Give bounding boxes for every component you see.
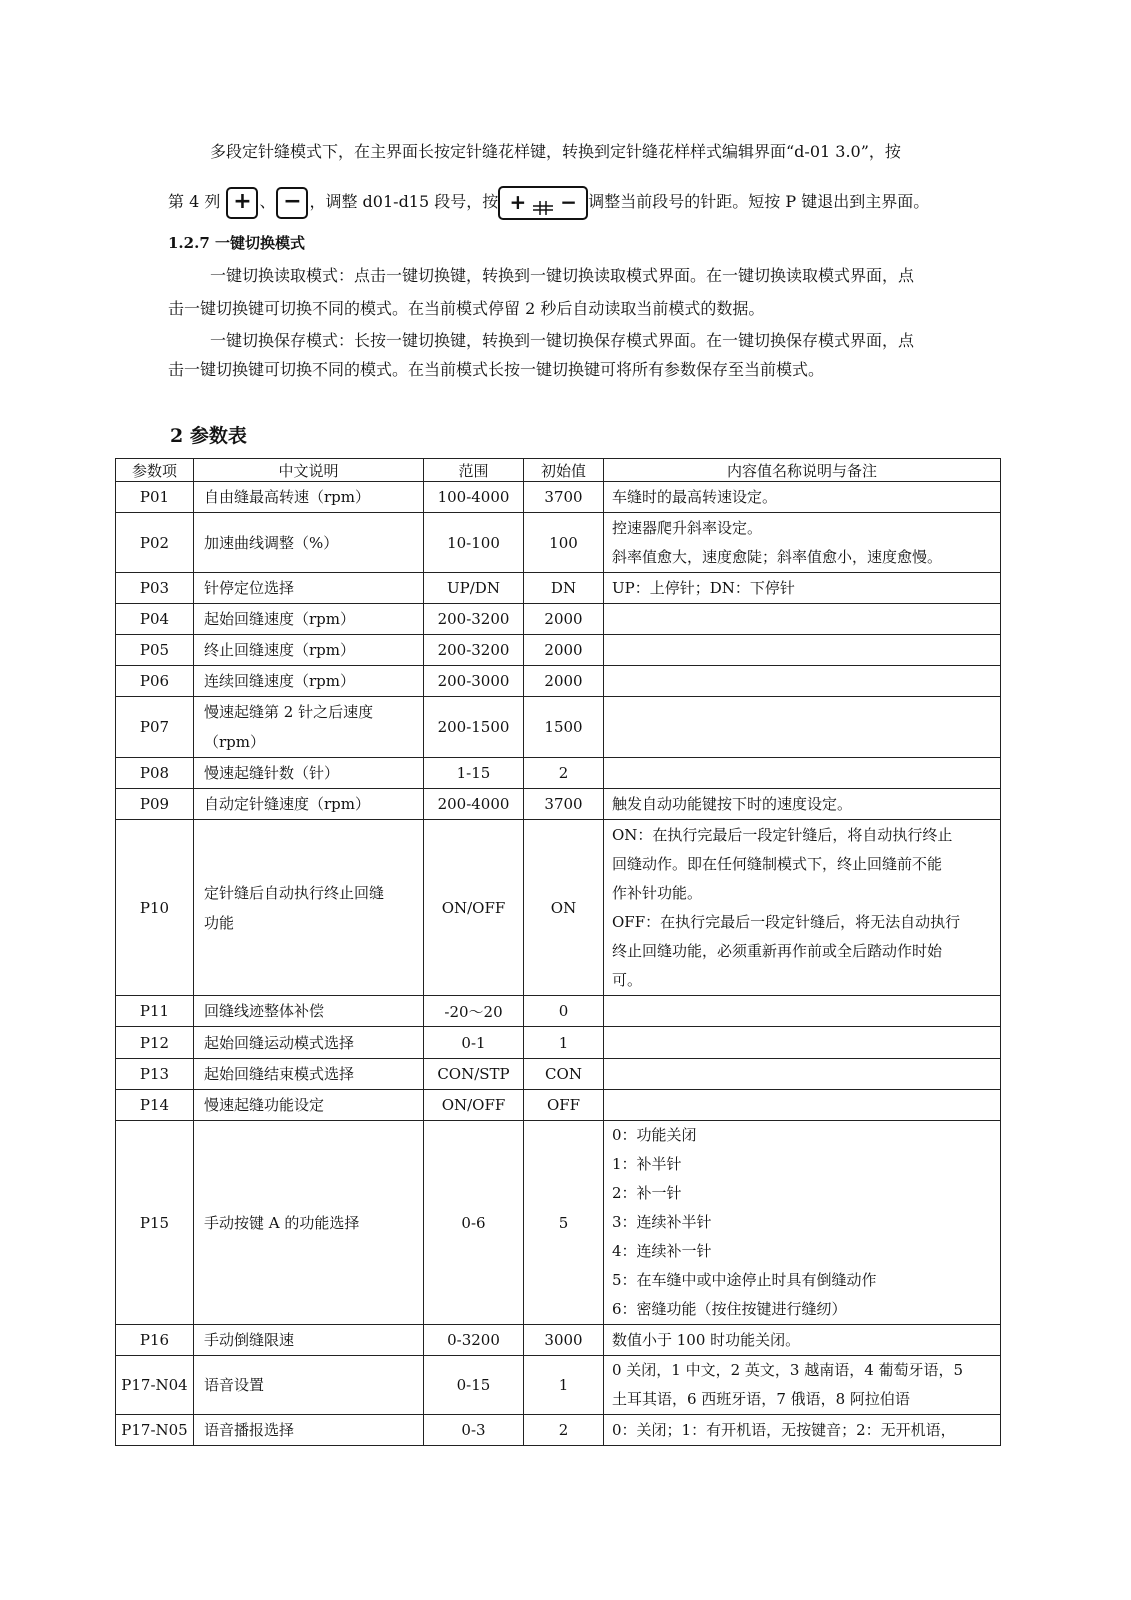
- param-description-cell: [194, 1356, 424, 1415]
- note-line: 车缝时的最高转速设定。: [612, 487, 778, 506]
- param-id-cell: P02: [116, 513, 194, 573]
- note-line: UP：上停针；DN：下停针: [612, 578, 795, 597]
- table-row: [116, 513, 1001, 573]
- read-mode-line-1: 一键切换读取模式：点击一键切换键，转换到一键切换读取模式界面。在一键切换读取模式界面，点: [210, 266, 915, 285]
- note-line: 斜率值愈大，速度愈陡；斜率值愈小，速度愈慢。: [612, 547, 943, 566]
- param-initial-cell: 1500: [524, 697, 604, 758]
- param-initial-cell: DN: [524, 573, 604, 604]
- param-notes-cell: [604, 1027, 1001, 1059]
- param-range-cell: 0-3: [424, 1415, 524, 1446]
- table-row: [116, 820, 1001, 996]
- param-range-cell: ON/OFF: [424, 1090, 524, 1121]
- note-line: 0：功能关闭: [612, 1126, 697, 1144]
- save-mode-line-1: 一键切换保存模式：长按一键切换键，转换到一键切换保存模式界面。在一键切换保存模式界面，点: [210, 331, 915, 350]
- minus-key-icon: −: [276, 187, 308, 219]
- table-row: [116, 1356, 1001, 1415]
- description-line: （rpm）: [204, 733, 265, 751]
- intro-line-2: [168, 184, 929, 220]
- param-range-cell: CON/STP: [424, 1059, 524, 1090]
- param-description-cell: [194, 820, 424, 996]
- description-line: 起始回缝结束模式选择: [204, 1065, 355, 1083]
- param-range-cell: ON/OFF: [424, 820, 524, 996]
- note-line: 5：在车缝中或中途停止时具有倒缝动作: [612, 1271, 877, 1289]
- note-line: 土耳其语，6 西班牙语，7 俄语，8 阿拉伯语: [612, 1390, 910, 1408]
- table-row: [116, 635, 1001, 666]
- param-description-cell: [194, 697, 424, 758]
- table-row: [116, 573, 1001, 604]
- table-row: [116, 789, 1001, 820]
- param-range-cell: 0-3200: [424, 1325, 524, 1356]
- table-row: [116, 1415, 1001, 1446]
- description-line: 功能: [204, 913, 235, 932]
- description-line: 自动定针缝速度（rpm）: [204, 795, 370, 813]
- intro-line-2-start: 第 4 列: [168, 192, 221, 211]
- stitch-adjust-key-icon: [498, 186, 588, 220]
- param-initial-cell: 1: [524, 1027, 604, 1059]
- param-notes-cell: [604, 573, 1001, 604]
- param-initial-cell: OFF: [524, 1090, 604, 1121]
- description-line: 慢速起缝针数（针）: [204, 764, 340, 782]
- table-row: [116, 996, 1001, 1027]
- description-line: 语音设置: [204, 1376, 265, 1394]
- table-row: [116, 1090, 1001, 1121]
- param-range-cell: 10-100: [424, 513, 524, 573]
- param-notes-cell: [604, 996, 1001, 1027]
- param-description-cell: [194, 1090, 424, 1121]
- param-notes-cell: [604, 513, 1001, 573]
- param-initial-cell: CON: [524, 1059, 604, 1090]
- table-row: [116, 666, 1001, 697]
- param-initial-cell: 2: [524, 1415, 604, 1446]
- param-range-cell: 200-4000: [424, 789, 524, 820]
- param-id-cell: P10: [116, 820, 194, 996]
- param-notes-cell: [604, 482, 1001, 513]
- note-line: 作补针功能。: [612, 883, 703, 902]
- combo-plus-icon: +: [509, 189, 527, 214]
- section-heading-2: 2 参数表: [170, 425, 247, 447]
- description-line: 针停定位选择: [204, 579, 295, 597]
- param-initial-cell: 100: [524, 513, 604, 573]
- param-id-cell: P09: [116, 789, 194, 820]
- description-line: 起始回缝速度（rpm）: [204, 610, 355, 628]
- description-line: 加速曲线调整（%）: [204, 533, 339, 552]
- param-id-cell: P03: [116, 573, 194, 604]
- note-line: ON：在执行完最后一段定针缝后，将自动执行终止: [612, 825, 953, 844]
- param-description-cell: [194, 1415, 424, 1446]
- stitch-length-icon: [532, 195, 554, 211]
- param-initial-cell: 2000: [524, 666, 604, 697]
- param-range-cell: 1-15: [424, 758, 524, 789]
- param-initial-cell: 0: [524, 996, 604, 1027]
- param-id-cell: P08: [116, 758, 194, 789]
- param-range-cell: 200-3200: [424, 635, 524, 666]
- table-row: [116, 697, 1001, 758]
- param-id-cell: P07: [116, 697, 194, 758]
- table-row: [116, 604, 1001, 635]
- save-mode-line-2: 击一键切换键可切换不同的模式。在当前模式长按一键切换键可将所有参数保存至当前模式。: [168, 360, 825, 379]
- param-notes-cell: [604, 1090, 1001, 1121]
- intro-line-1: 多段定针缝模式下，在主界面长按定针缝花样键，转换到定针缝花样样式编辑界面“d-01 3.0”，按: [210, 142, 901, 161]
- param-initial-cell: 5: [524, 1121, 604, 1325]
- param-id-cell: P15: [116, 1121, 194, 1325]
- param-id-cell: P17-N04: [116, 1356, 194, 1415]
- note-line: 控速器爬升斜率设定。: [612, 518, 763, 537]
- note-line: 4：连续补一针: [612, 1242, 712, 1260]
- intro-line-2-mid: ，调整 d01-d15 段号，按: [309, 192, 499, 211]
- note-line: 触发自动功能键按下时的速度设定。: [612, 794, 853, 813]
- param-range-cell: 200-3000: [424, 666, 524, 697]
- param-id-cell: P11: [116, 996, 194, 1027]
- note-line: 0 关闭，1 中文，2 英文，3 越南语，4 葡萄牙语，5: [612, 1361, 964, 1379]
- param-id-cell: P01: [116, 482, 194, 513]
- separator-text: 、: [259, 192, 276, 211]
- param-id-cell: P17-N05: [116, 1415, 194, 1446]
- param-notes-cell: [604, 666, 1001, 697]
- description-line: 起始回缝运动模式选择: [204, 1033, 355, 1052]
- intro-line-2-end: 调整当前段号的针距。短按 P 键退出到主界面。: [588, 192, 930, 211]
- param-description-cell: [194, 1121, 424, 1325]
- description-line: 慢速起缝第 2 针之后速度: [204, 703, 374, 721]
- read-mode-line-2: 击一键切换键可切换不同的模式。在当前模式停留 2 秒后自动读取当前模式的数据。: [168, 299, 765, 318]
- param-id-cell: P13: [116, 1059, 194, 1090]
- param-description-cell: [194, 635, 424, 666]
- description-line: 慢速起缝功能设定: [204, 1096, 325, 1114]
- note-line: 3：连续补半针: [612, 1213, 712, 1231]
- param-initial-cell: ON: [524, 820, 604, 996]
- description-line: 回缝线迹整体补偿: [204, 1002, 325, 1020]
- note-line: 可。: [612, 970, 643, 989]
- note-line: 1：补半针: [612, 1155, 682, 1173]
- param-id-cell: P04: [116, 604, 194, 635]
- param-notes-cell: [604, 1415, 1001, 1446]
- table-row: [116, 758, 1001, 789]
- param-initial-cell: 2: [524, 758, 604, 789]
- param-initial-cell: 3700: [524, 789, 604, 820]
- description-line: 终止回缝速度（rpm）: [204, 641, 355, 659]
- description-line: 连续回缝速度（rpm）: [204, 672, 355, 690]
- param-description-cell: [194, 1325, 424, 1356]
- param-id-cell: P16: [116, 1325, 194, 1356]
- note-line: 0：关闭；1：有开机语，无按键音；2：无开机语，: [612, 1420, 956, 1439]
- param-id-cell: P14: [116, 1090, 194, 1121]
- param-range-cell: 0-15: [424, 1356, 524, 1415]
- param-notes-cell: [604, 604, 1001, 635]
- table-row: [116, 482, 1001, 513]
- header-initial: 初始值: [524, 459, 604, 482]
- header-range: 范围: [424, 459, 524, 482]
- table-row: [116, 1121, 1001, 1325]
- note-line: 6：密缝功能（按住按键进行缝纫）: [612, 1300, 847, 1318]
- param-description-cell: [194, 666, 424, 697]
- param-range-cell: 100-4000: [424, 482, 524, 513]
- header-description: 中文说明: [194, 459, 424, 482]
- param-notes-cell: [604, 820, 1001, 996]
- param-description-cell: [194, 1059, 424, 1090]
- param-initial-cell: 2000: [524, 635, 604, 666]
- param-range-cell: 0-1: [424, 1027, 524, 1059]
- param-notes-cell: [604, 635, 1001, 666]
- param-id-cell: P05: [116, 635, 194, 666]
- param-id-cell: P12: [116, 1027, 194, 1059]
- param-initial-cell: 3000: [524, 1325, 604, 1356]
- combo-minus-icon: −: [560, 189, 578, 214]
- note-line: 数值小于 100 时功能关闭。: [612, 1330, 801, 1349]
- note-line: OFF：在执行完最后一段定针缝后，将无法自动执行: [612, 912, 961, 931]
- param-notes-cell: [604, 789, 1001, 820]
- parameter-table: [115, 458, 1001, 1446]
- description-line: 手动按键 A 的功能选择: [204, 1213, 360, 1232]
- param-notes-cell: [604, 1121, 1001, 1325]
- param-description-cell: [194, 789, 424, 820]
- param-description-cell: [194, 513, 424, 573]
- description-line: 自由缝最高转速（rpm）: [204, 488, 370, 506]
- param-range-cell: -20～20: [424, 996, 524, 1027]
- param-initial-cell: 1: [524, 1356, 604, 1415]
- param-description-cell: [194, 573, 424, 604]
- param-range-cell: 0-6: [424, 1121, 524, 1325]
- table-row: [116, 1059, 1001, 1090]
- param-range-cell: 200-3200: [424, 604, 524, 635]
- param-notes-cell: [604, 758, 1001, 789]
- param-notes-cell: [604, 1325, 1001, 1356]
- param-initial-cell: 2000: [524, 604, 604, 635]
- param-range-cell: UP/DN: [424, 573, 524, 604]
- param-description-cell: [194, 996, 424, 1027]
- plus-key-icon: +: [226, 187, 258, 219]
- param-notes-cell: [604, 1356, 1001, 1415]
- param-initial-cell: 3700: [524, 482, 604, 513]
- param-description-cell: [194, 758, 424, 789]
- header-notes: 内容值名称说明与备注: [604, 459, 1001, 482]
- param-range-cell: 200-1500: [424, 697, 524, 758]
- param-notes-cell: [604, 1059, 1001, 1090]
- description-line: 手动倒缝限速: [204, 1331, 295, 1349]
- description-line: 语音播报选择: [204, 1421, 295, 1439]
- table-row: [116, 1325, 1001, 1356]
- note-line: 终止回缝功能，必须重新再作前或全后踏动作时始: [612, 941, 943, 960]
- section-heading-1-2-7: 1.2.7 一键切换模式: [168, 234, 305, 252]
- param-description-cell: [194, 604, 424, 635]
- table-header-row: [116, 459, 1001, 482]
- param-description-cell: [194, 1027, 424, 1059]
- header-param: 参数项: [116, 459, 194, 482]
- table-row: [116, 1027, 1001, 1059]
- description-line: 定针缝后自动执行终止回缝: [204, 883, 385, 902]
- table-body: [116, 482, 1001, 1446]
- note-line: 回缝动作。即在任何缝制模式下，终止回缝前不能: [612, 854, 943, 873]
- param-id-cell: P06: [116, 666, 194, 697]
- note-line: 2：补一针: [612, 1184, 682, 1202]
- param-description-cell: [194, 482, 424, 513]
- param-notes-cell: [604, 697, 1001, 758]
